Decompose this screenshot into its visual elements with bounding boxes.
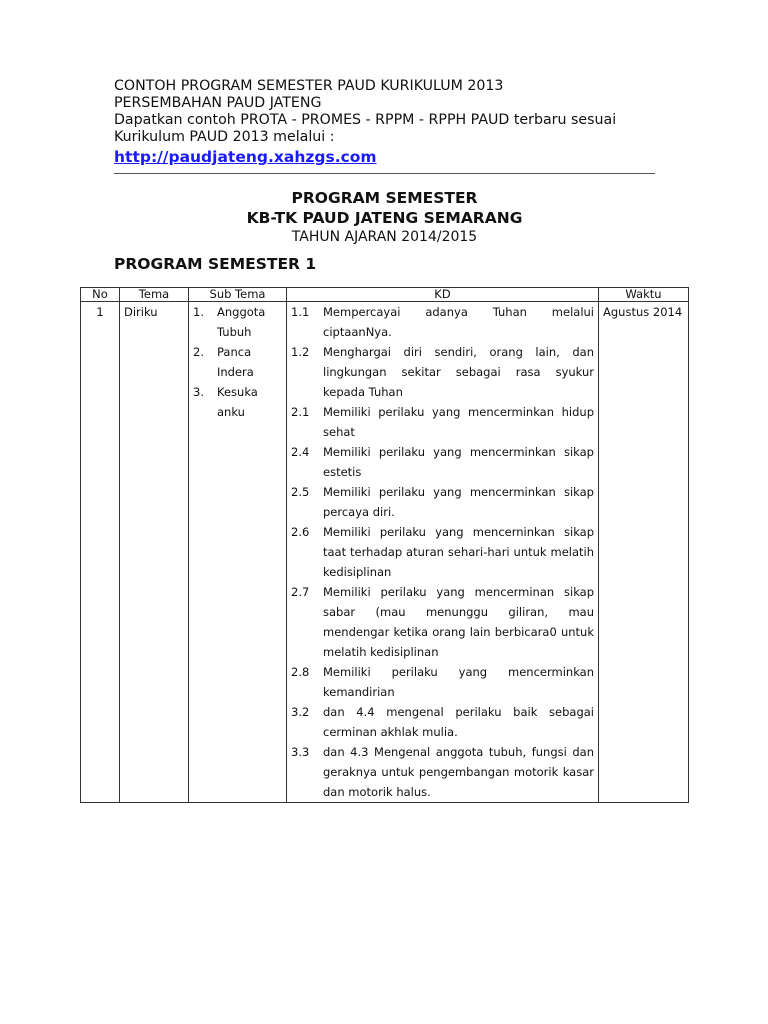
table-header-row bbox=[81, 288, 689, 302]
sub-tema-text: Anggota Tubuh bbox=[217, 305, 266, 339]
semester-heading: PROGRAM SEMESTER 1 bbox=[114, 255, 317, 273]
kd-text: dan 4.4 mengenal perilaku baik sebagai cerminan akhlak mulia. bbox=[323, 705, 594, 739]
kd-text: Menghargai diri sendiri, orang lain, dan lingkungan sekitar sebagai rasa syukur kepada Tuhan bbox=[323, 345, 594, 399]
document-subtitle: KB-TK PAUD JATENG SEMARANG bbox=[246, 209, 523, 227]
cell-tema: Diriku bbox=[120, 302, 189, 803]
kd-number: 2.7 bbox=[291, 585, 310, 599]
intro-line-4: Kurikulum PAUD 2013 melalui : bbox=[114, 129, 335, 145]
kd-number: 2.6 bbox=[291, 525, 310, 539]
kd-item bbox=[291, 302, 594, 342]
header-tema: Tema bbox=[120, 288, 189, 302]
kd-number: 3.3 bbox=[291, 745, 310, 759]
sub-tema-item bbox=[193, 342, 282, 382]
kd-text: Memiliki perilaku yang mencerminkan sikap estetis bbox=[323, 445, 594, 479]
header-waktu: Waktu bbox=[599, 288, 689, 302]
kd-item bbox=[291, 582, 594, 662]
sub-tema-text: Panca Indera bbox=[217, 345, 254, 379]
sub-tema-number: 3. bbox=[193, 385, 204, 399]
kd-text: Memiliki perilaku yang mencerminkan hidup sehat bbox=[323, 405, 594, 439]
header-no: No bbox=[81, 288, 120, 302]
kd-number: 1.2 bbox=[291, 345, 310, 359]
program-table bbox=[80, 287, 689, 803]
kd-item bbox=[291, 342, 594, 402]
kd-item bbox=[291, 742, 594, 802]
sub-tema-text: Kesuka anku bbox=[217, 385, 258, 419]
kd-item bbox=[291, 482, 594, 522]
kd-text: Mempercayai adanya Tuhan melalui ciptaanNya. bbox=[323, 305, 594, 339]
intro-line-1: CONTOH PROGRAM SEMESTER PAUD KURIKULUM 2013 bbox=[114, 78, 504, 94]
header-kd: KD bbox=[287, 288, 599, 302]
kd-text: Memiliki perilaku yang mencerninkan sikap taat terhadap aturan sehari-hari untuk melatih kedisiplinan bbox=[323, 525, 594, 579]
kd-item bbox=[291, 522, 594, 582]
kd-number: 3.2 bbox=[291, 705, 310, 719]
sub-tema-number: 1. bbox=[193, 305, 204, 319]
website-link[interactable]: http://paudjateng.xahzgs.com bbox=[114, 148, 377, 166]
table-row bbox=[81, 302, 689, 803]
academic-year: TAHUN AJARAN 2014/2015 bbox=[291, 229, 478, 245]
sub-tema-item bbox=[193, 382, 282, 422]
kd-number: 2.1 bbox=[291, 405, 310, 419]
document-title: PROGRAM SEMESTER bbox=[291, 189, 478, 207]
kd-number: 2.8 bbox=[291, 665, 310, 679]
intro-line-3: Dapatkan contoh PROTA - PROMES - RPPM - RPPH PAUD terbaru sesuai bbox=[114, 112, 617, 128]
kd-number: 2.4 bbox=[291, 445, 310, 459]
sub-tema-item bbox=[193, 302, 282, 342]
sub-tema-number: 2. bbox=[193, 345, 204, 359]
intro-line-2: PERSEMBAHAN PAUD JATENG bbox=[114, 95, 322, 111]
kd-text: Memiliki perilaku yang mencerminkan sikap percaya diri. bbox=[323, 485, 594, 519]
cell-kd bbox=[287, 302, 599, 803]
header-sub-tema: Sub Tema bbox=[189, 288, 287, 302]
kd-number: 2.5 bbox=[291, 485, 310, 499]
cell-waktu: Agustus 2014 bbox=[599, 302, 689, 803]
intro-block bbox=[114, 78, 674, 167]
kd-text: Memiliki perilaku yang mencerminan sikap sabar (mau menunggu giliran, mau mendengar ketika orang lain berbicara0 untuk melatih kedisiplinan bbox=[323, 585, 594, 659]
kd-number: 1.1 bbox=[291, 305, 310, 319]
kd-item bbox=[291, 662, 594, 702]
kd-item bbox=[291, 442, 594, 482]
document-title-block bbox=[114, 188, 655, 246]
kd-text: dan 4.3 Mengenal anggota tubuh, fungsi dan geraknya untuk pengembangan motorik kasar dan motorik halus. bbox=[323, 745, 594, 799]
kd-text: Memiliki perilaku yang mencerminkan kemandirian bbox=[323, 665, 594, 699]
cell-no: 1 bbox=[81, 302, 120, 803]
horizontal-divider bbox=[114, 173, 655, 174]
cell-sub-tema bbox=[189, 302, 287, 803]
kd-item bbox=[291, 702, 594, 742]
kd-item bbox=[291, 402, 594, 442]
